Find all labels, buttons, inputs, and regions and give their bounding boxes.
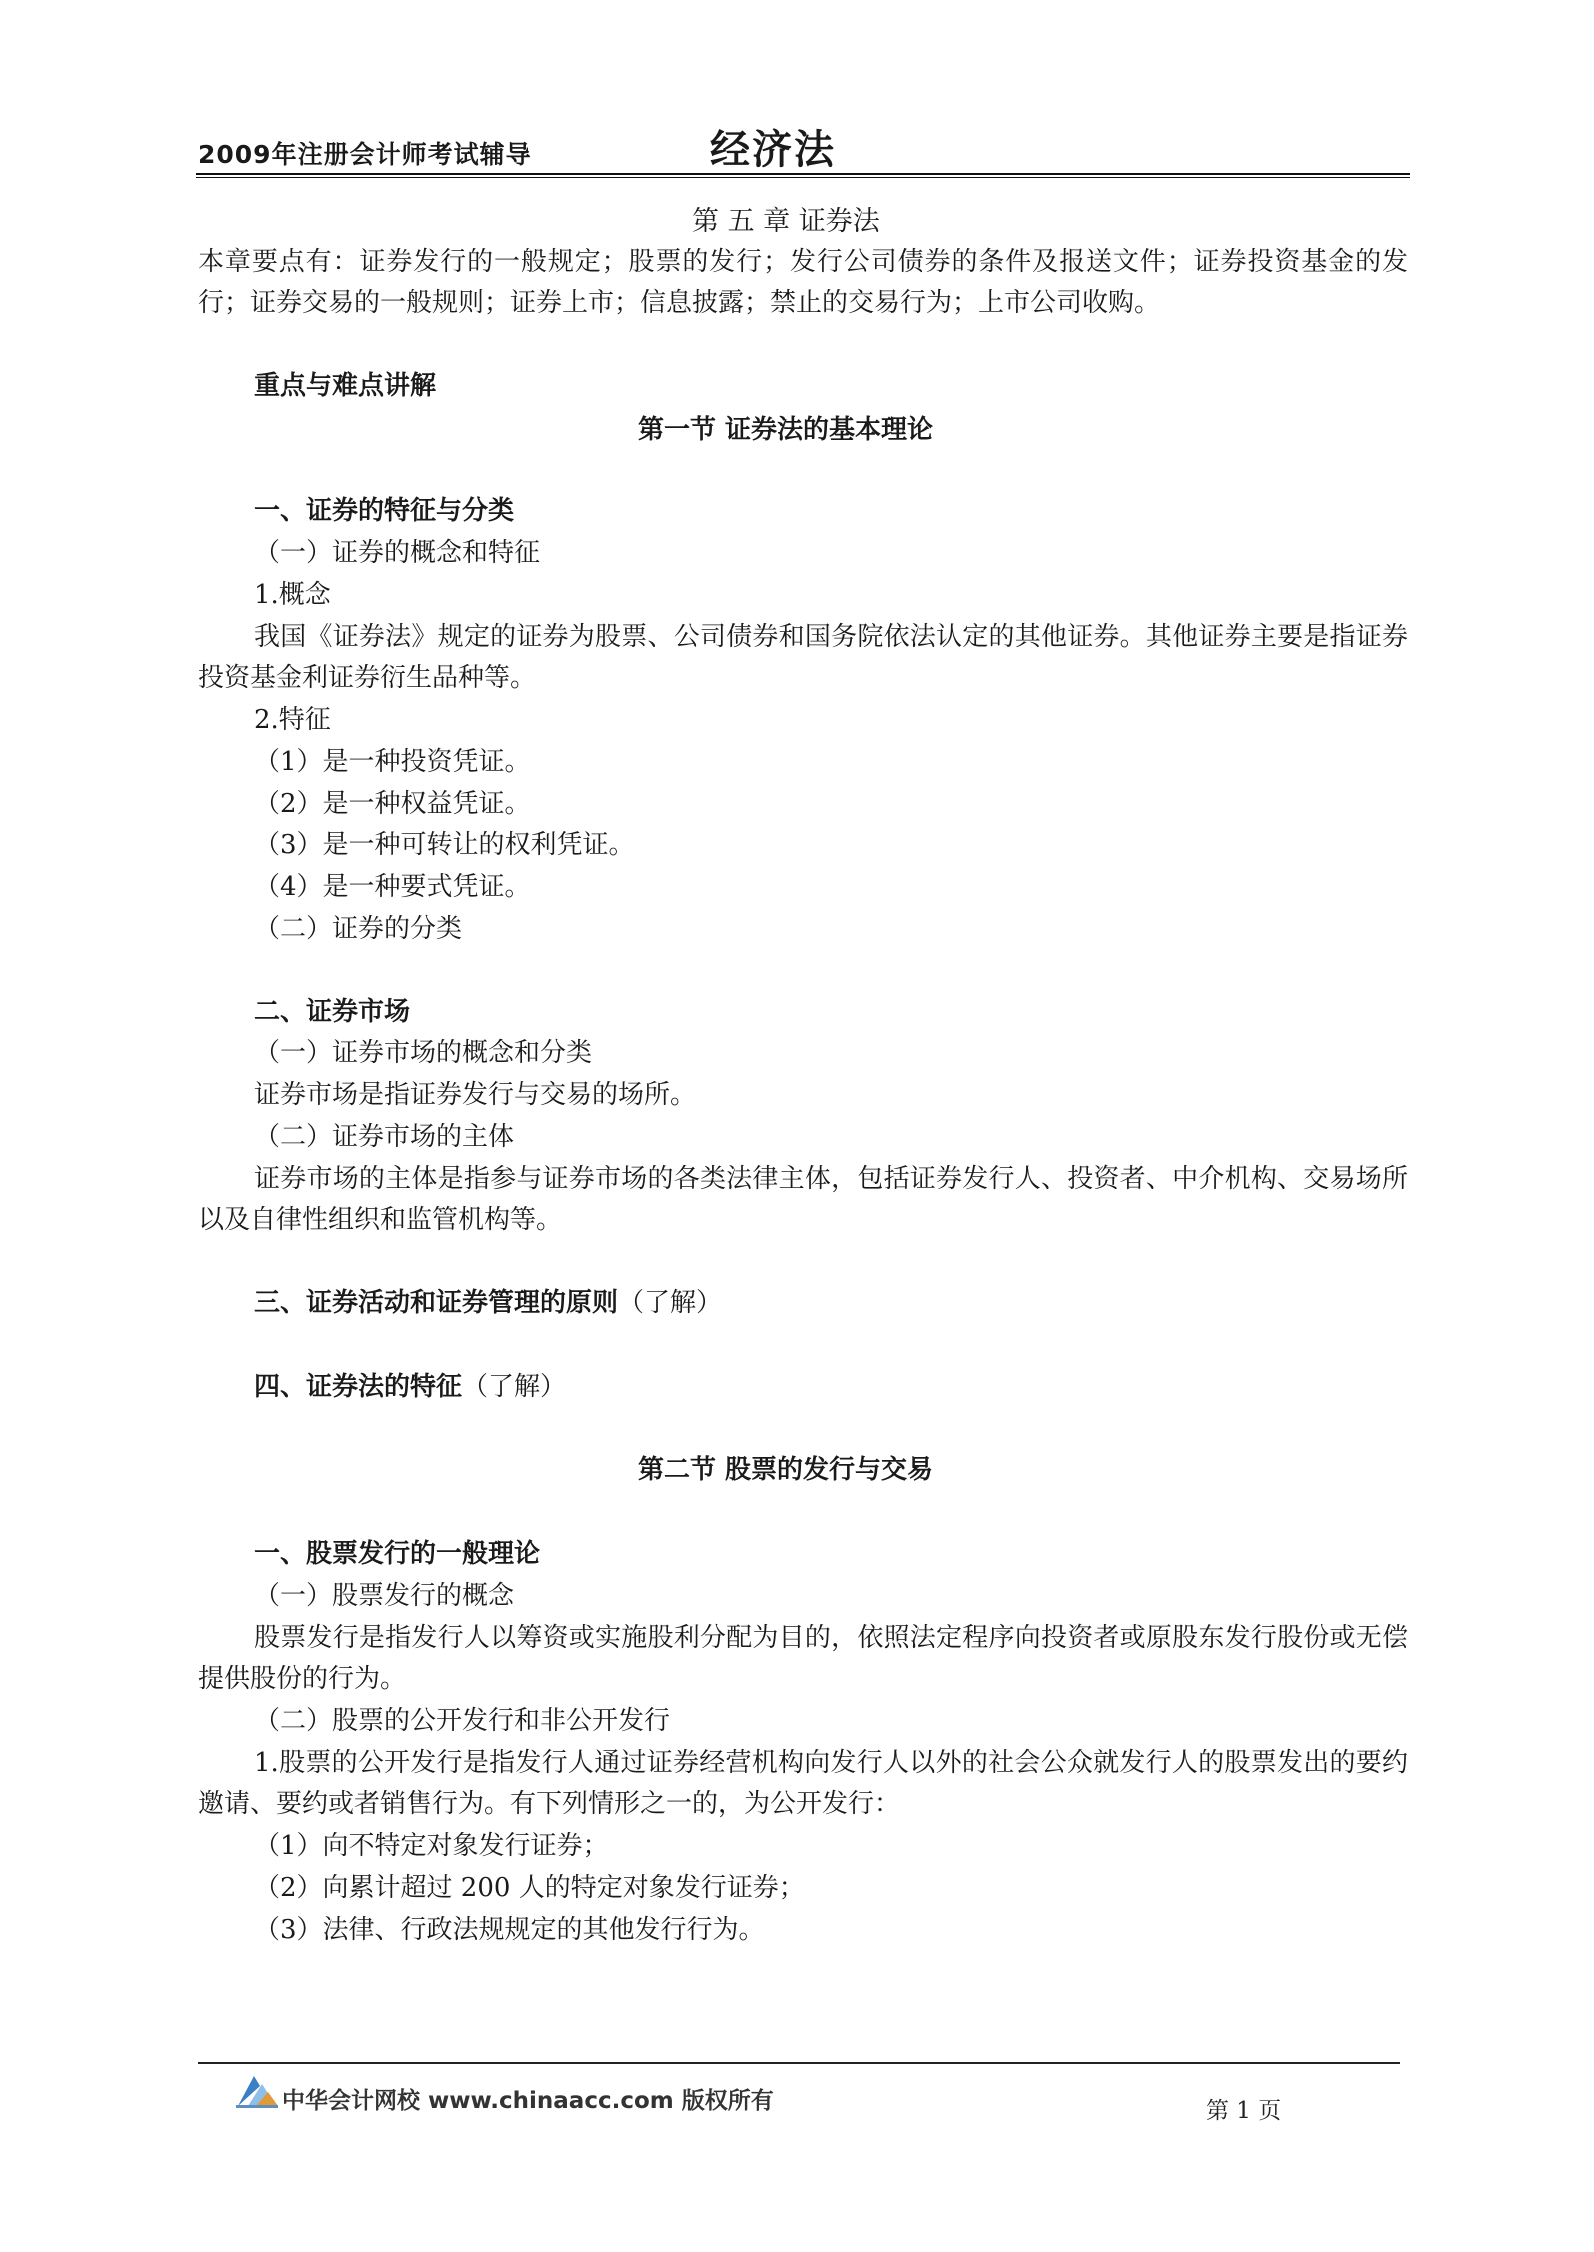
s1-part4-note: （了解）: [462, 1372, 567, 1402]
header-rule-thin: [196, 177, 1410, 178]
case-item: （1）向不特定对象发行证券；: [254, 1831, 609, 1861]
feature-item: （3）是一种可转让的权利凭证。: [254, 830, 635, 860]
page-number: 第 1 页: [1206, 2098, 1282, 2124]
case-item: （3）法律、行政法规规定的其他发行行为。: [254, 1915, 765, 1945]
s2-part1-heading: 一、股票发行的一般理论: [254, 1539, 541, 1569]
s1-part2-para1: 证券市场是指证券发行与交易的场所。: [254, 1080, 697, 1110]
header-exam-label: 2009年注册会计师考试辅导: [198, 140, 532, 169]
s2-part1-para2: 1.股票的公开发行是指发行人通过证券经营机构向发行人以外的社会公众就发行人的股票发出的要约邀请、要约或者销售行为。有下列情形之一的，为公开发行：: [198, 1748, 1408, 1819]
header-subject-title: 经济法: [710, 127, 836, 173]
feature-item: （2）是一种权益凭证。: [254, 789, 531, 819]
s2-part1-para1: 股票发行是指发行人以筹资或实施股利分配为目的，依照法定程序向投资者或原股东发行股份或无偿提供股份的行为。: [198, 1623, 1408, 1694]
s1-part3-note: （了解）: [618, 1288, 723, 1318]
chapter-title: 第 五 章 证券法: [692, 206, 880, 237]
s1-part1-sub2: （二）证券的分类: [254, 914, 463, 944]
section2-title: 第二节 股票的发行与交易: [638, 1455, 934, 1485]
s1-part4-heading: 四、证券法的特征: [254, 1372, 463, 1402]
focus-heading: 重点与难点讲解: [254, 371, 437, 401]
s1-part2-sub1: （一）证券市场的概念和分类: [254, 1038, 593, 1068]
s1-part2-sub2: （二）证券市场的主体: [254, 1122, 515, 1152]
s1-part3-line: [254, 1283, 722, 1324]
s1-part1-item1: 1.概念: [254, 580, 331, 610]
s1-part2-para2: 证券市场的主体是指参与证券市场的各类法律主体，包括证券发行人、投资者、中介机构、交易场所以及自律性组织和监管机构等。: [198, 1164, 1408, 1235]
footer-rule: [198, 2062, 1400, 2064]
case-item: （2）向累计超过 200 人的特定对象发行证券；: [254, 1873, 805, 1903]
s1-part4-line: [254, 1367, 566, 1408]
s1-part1-item2: 2.特征: [254, 705, 331, 735]
chinaacc-logo-icon: [234, 2070, 280, 2114]
feature-item: （1）是一种投资凭证。: [254, 747, 531, 777]
footer-brand: 中华会计网校 www.chinaacc.com 版权所有: [282, 2088, 774, 2114]
s1-part1-heading: 一、证券的特征与分类: [254, 496, 515, 526]
s2-part1-sub2: （二）股票的公开发行和非公开发行: [254, 1706, 671, 1736]
s1-part1-sub1: （一）证券的概念和特征: [254, 538, 541, 568]
s1-part3-heading: 三、证券活动和证券管理的原则: [254, 1288, 619, 1318]
s2-part1-sub1: （一）股票发行的概念: [254, 1581, 515, 1611]
section1-title: 第一节 证券法的基本理论: [638, 415, 934, 445]
feature-item: （4）是一种要式凭证。: [254, 872, 531, 902]
header-rule: [196, 173, 1410, 175]
s1-part1-para1: 我国《证券法》规定的证券为股票、公司债券和国务院依法认定的其他证券。其他证券主要是指证券投资基金利证券衍生品种等。: [198, 622, 1408, 693]
s1-part2-heading: 二、证券市场: [254, 997, 411, 1027]
chapter-summary: 本章要点有：证券发行的一般规定；股票的发行；发行公司债券的条件及报送文件；证券投资基金的发行；证券交易的一般规则；证券上市；信息披露；禁止的交易行为；上市公司收购。: [198, 247, 1408, 318]
